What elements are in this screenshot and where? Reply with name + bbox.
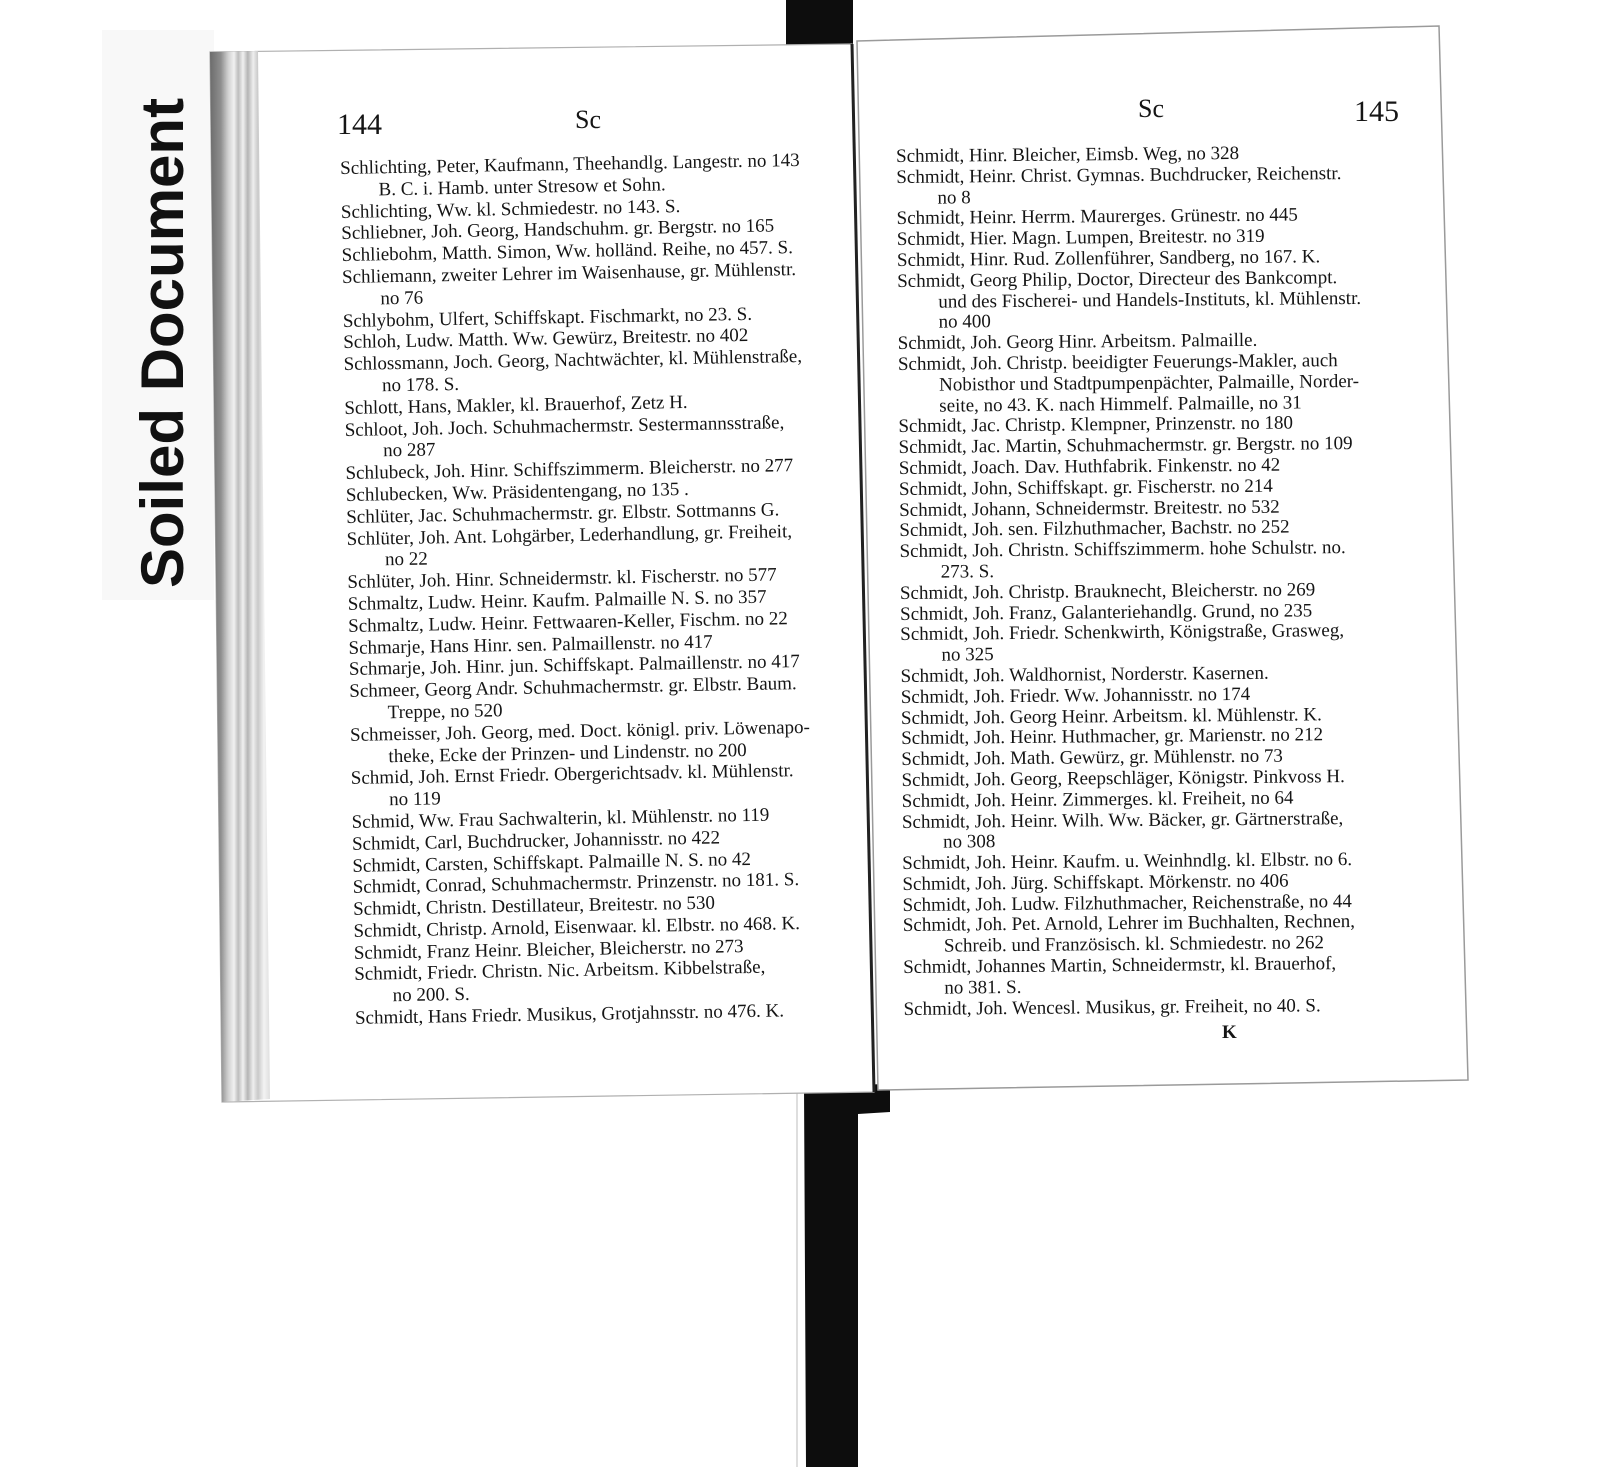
entry-continuation-line: no 178. S. xyxy=(381,373,460,397)
entry-line: Schmidt, Joh. Ludw. Filzhuthmacher, Reichenstraße, no 44 xyxy=(902,891,1352,916)
entry-line: Schmidt, Carl, Buchdrucker, Johannisstr. no 422 xyxy=(351,827,721,855)
left-running-head: Sc xyxy=(575,105,601,134)
entry-continuation-line: no 76 xyxy=(380,287,424,310)
entry-continuation-line: no 119 xyxy=(389,788,441,811)
entry-line: Schloh, Ludw. Matth. Ww. Gewürz, Breitestr. no 402 xyxy=(343,325,749,354)
entry-line: Schlüter, Jac. Schuhmachermstr. gr. Elbstr. Sottmanns G. xyxy=(346,499,780,528)
entry-line: Schmid, Joh. Ernst Friedr. Obergerichtsadv. kl. Mühlenstr. xyxy=(350,760,794,790)
entry-line: Schlossmann, Joch. Georg, Nachtwächter, kl. Mühlenstraße, xyxy=(343,346,803,376)
entry-continuation-line: und des Fischerei- und Handels-Instituts, kl. Mühlenstr. xyxy=(938,287,1362,313)
top-binding-strip xyxy=(786,0,853,48)
entry-line: Schmaltz, Ludw. Heinr. Kaufm. Palmaille N. S. no 357 xyxy=(347,586,767,615)
entry-line: Schmarje, Hans Hinr. sen. Palmaillenstr. no 417 xyxy=(348,631,713,659)
entry-line: Schmidt, Friedr. Christn. Nic. Arbeitsm. Kibbelstraße, xyxy=(354,957,766,986)
entry-line: Schliebner, Joh. Georg, Handschuhm. gr. Bergstr. no 165 xyxy=(341,215,775,245)
entry-line: Schmeisser, Joh. Georg, med. Doct. königl. priv. Löwenapo- xyxy=(349,716,811,746)
entry-line: Schmidt, Hinr. Bleicher, Eimsb. Weg, no 328 xyxy=(896,143,1240,167)
entry-line: Schmidt, Joh. Friedr. Ww. Johannisstr. no 174 xyxy=(900,683,1251,708)
entry-line: Schmidt, Joh. Georg, Reepschläger, Königstr. Pinkvoss H. xyxy=(901,766,1345,791)
entry-line: Schmidt, Georg Philip, Doctor, Directeur des Bankcompt. xyxy=(897,267,1338,292)
entry-line: Schmidt, Hier. Magn. Lumpen, Breitestr. no 319 xyxy=(896,225,1265,251)
entry-continuation-line: no 287 xyxy=(382,439,436,462)
left-page-number: 144 xyxy=(337,108,382,141)
soiled-document-label: Soiled Document xyxy=(129,97,196,588)
entry-line: Schmidt, Joh. sen. Filzhuthmacher, Bachstr. no 252 xyxy=(899,516,1290,542)
entry-line: Schmaltz, Ludw. Heinr. Fettwaaren-Keller, Fischm. no 22 xyxy=(347,607,788,637)
entry-line: Schmidt, Joh. Christp. Brauknecht, Bleicherstr. no 269 xyxy=(899,579,1316,604)
entry-line: Schlubecken, Ww. Präsidentengang, no 135 . xyxy=(345,478,690,506)
entry-line: Schmidt, John, Schiffskapt. gr. Fischerstr. no 214 xyxy=(898,475,1273,500)
entry-line: Schmidt, Joh. Pet. Arnold, Lehrer im Buchhalten, Rechnen, xyxy=(902,911,1356,937)
entry-line: Schlott, Hans, Makler, kl. Brauerhof, Zetz H. xyxy=(344,391,688,419)
entry-line: Schlüter, Joh. Hinr. Schneidermstr. kl. Fischerstr. no 577 xyxy=(347,564,777,594)
directory-entry xyxy=(903,953,1433,999)
entry-continuation-line: no 308 xyxy=(942,831,996,853)
catchword: K xyxy=(1222,1022,1237,1043)
entry-continuation-line: no 8 xyxy=(937,186,971,209)
entry-line: Schmidt, Hans Friedr. Musikus, Grotjahnsstr. no 476. K. xyxy=(354,1000,785,1029)
directory-entry xyxy=(903,912,1433,958)
entry-line: Schmidt, Joh. Franz, Galanteriehandlg. Grund, no 235 xyxy=(899,599,1313,625)
entry-line: Schmeer, Georg Andr. Schuhmachermstr. gr. Elbstr. Baum. xyxy=(349,673,797,703)
entry-line: Schmidt, Jac. Martin, Schuhmachermstr. gr. Bergstr. no 109 xyxy=(898,433,1353,459)
right-running-head: Sc xyxy=(1138,94,1164,123)
right-page-number: 145 xyxy=(1354,95,1399,128)
entry-line: Schmarje, Joh. Hinr. jun. Schiffskapt. Palmaillenstr. no 417 xyxy=(348,651,800,681)
entry-line: Schmidt, Johannes Martin, Schneidermstr, kl. Brauerhof, xyxy=(903,953,1337,979)
entry-line: Schloot, Joh. Joch. Schuhmachermstr. Sestermannsstraße, xyxy=(344,411,785,441)
entry-line: Schmidt, Hinr. Rud. Zollenführer, Sandberg, no 167. K. xyxy=(896,246,1321,271)
entry-line: Schmidt, Joach. Dav. Huthfabrik. Finkenstr. no 42 xyxy=(898,454,1281,479)
entry-continuation-line: no 325 xyxy=(941,644,994,666)
entry-line: Schmidt, Joh. Friedr. Schenkwirth, Königstraße, Grasweg, xyxy=(900,620,1345,646)
directory-entry xyxy=(897,267,1428,334)
entry-line: Schmidt, Joh. Georg Hinr. Arbeitsm. Palmaille. xyxy=(897,330,1258,355)
entry-line: Schmidt, Heinr. Christ. Gymnas. Buchdrucker, Reichenstr. xyxy=(896,163,1342,188)
entry-line: Schmidt, Joh. Math. Gewürz, gr. Mühlenstr. no 73 xyxy=(901,745,1283,771)
entry-continuation-line: Treppe, no 520 xyxy=(387,700,503,724)
entry-continuation-line: B. C. i. Hamb. unter Stresow et Sohn. xyxy=(378,174,666,201)
entry-line: Schliebohm, Matth. Simon, Ww. holländ. Reihe, no 457. S. xyxy=(341,237,794,267)
entry-line: Schmidt, Christn. Destillateur, Breitestr. no 530 xyxy=(352,892,716,920)
directory-entry xyxy=(900,621,1430,667)
entry-continuation-line: no 200. S. xyxy=(392,984,470,1007)
entry-line: Schmidt, Joh. Heinr. Kaufm. u. Weinhndlg. kl. Elbstr. no 6. xyxy=(902,849,1353,875)
entry-line: Schmidt, Joh. Heinr. Wilh. Ww. Bäcker, gr. Gärtnerstraße, xyxy=(901,807,1344,833)
entry-line: Schlybohm, Ulfert, Schiffskapt. Fischmarkt, no 23. S. xyxy=(342,303,753,332)
left-page-entries xyxy=(340,149,875,1030)
entry-line: Schmidt, Joh. Heinr. Zimmerges. kl. Freiheit, no 64 xyxy=(901,787,1294,812)
directory-entry xyxy=(902,808,1432,854)
bottom-binding-strip xyxy=(804,1084,890,1467)
entry-line: Schmidt, Joh. Christp. beeidigter Feuerungs-Makler, auch xyxy=(897,350,1338,375)
entry-line: Schmidt, Joh. Jürg. Schiffskapt. Mörkenstr. no 406 xyxy=(902,870,1289,895)
entry-line: Schmidt, Joh. Wencesl. Musikus, gr. Freiheit, no 40. S. xyxy=(903,995,1321,1020)
entry-line: Schmid, Ww. Frau Sachwalterin, kl. Mühlenstr. no 119 xyxy=(351,804,770,833)
entry-continuation-line: no 381. S. xyxy=(944,976,1022,999)
entry-line: Schmidt, Carsten, Schiffskapt. Palmaille N. S. no 42 xyxy=(352,848,752,877)
entry-continuation-line: seite, no 43. K. nach Himmelf. Palmaille, no 31 xyxy=(939,392,1302,417)
entry-continuation-line: Nobisthor und Stadtpumpenpächter, Palmaille, Norder- xyxy=(938,371,1360,396)
entry-line: Schmidt, Jac. Christp. Klempner, Prinzenstr. no 180 xyxy=(898,412,1294,438)
entry-continuation-line: no 400 xyxy=(938,311,991,334)
directory-entry xyxy=(898,350,1429,417)
entry-line: Schmidt, Joh. Heinr. Huthmacher, gr. Marienstr. no 212 xyxy=(901,724,1324,750)
entry-line: Schmidt, Heinr. Herrm. Maurerges. Grünestr. no 445 xyxy=(896,204,1298,230)
entry-line: Schliemann, zweiter Lehrer im Waisenhause, gr. Mühlenstr. xyxy=(341,259,797,288)
entry-line: Schmidt, Conrad, Schuhmachermstr. Prinzenstr. no 181. S. xyxy=(352,869,800,899)
directory-entry xyxy=(896,163,1426,209)
entry-line: Schlichting, Ww. kl. Schmiedestr. no 143. S. xyxy=(340,195,681,223)
entry-line: Schlichting, Peter, Kaufmann, Theehandlg. Langestr. no 143 xyxy=(340,149,800,179)
entry-line: Schlüter, Joh. Ant. Lohgärber, Lederhandlung, gr. Freiheit, xyxy=(346,520,793,550)
entry-line: Schmidt, Christp. Arnold, Eisenwaar. kl. Elbstr. no 468. K. xyxy=(353,912,801,942)
entry-line: Schmidt, Joh. Georg Heinr. Arbeitsm. kl. Mühlenstr. K. xyxy=(900,703,1322,729)
right-page-entries xyxy=(896,142,1434,1020)
entry-line: Schmidt, Franz Heinr. Bleicher, Bleicherstr. no 273 xyxy=(353,935,744,964)
directory-entry xyxy=(899,538,1429,584)
entry-line: Schmidt, Joh. Christn. Schiffszimmerm. hohe Schulstr. no. xyxy=(899,537,1346,563)
entry-continuation-line: no 22 xyxy=(384,548,428,571)
entry-line: Schlubeck, Joh. Hinr. Schiffszimmerm. Bleicherstr. no 277 xyxy=(345,455,794,485)
entry-line: Schmidt, Joh. Waldhornist, Norderstr. Kasernen. xyxy=(900,662,1269,687)
entry-continuation-line: 273. S. xyxy=(940,561,995,583)
entry-line: Schmidt, Johann, Schneidermstr. Breitestr. no 532 xyxy=(899,496,1280,521)
entry-continuation-line: theke, Ecke der Prinzen- und Lindenstr. no 200 xyxy=(388,739,747,767)
entry-continuation-line: Schreib. und Französisch. kl. Schmiedestr. no 262 xyxy=(943,932,1325,957)
